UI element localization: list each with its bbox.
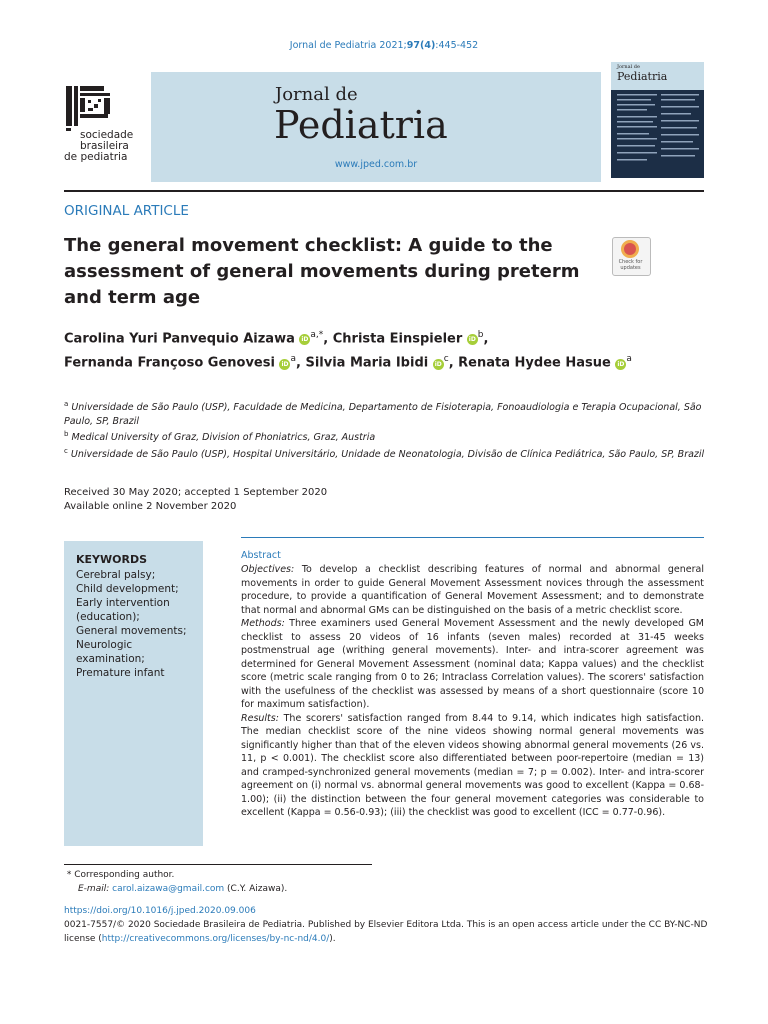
check-updates-icon	[621, 240, 639, 258]
author-separator: ,	[483, 331, 489, 347]
corresponding-line	[64, 869, 287, 883]
orcid-icon[interactable]: iD	[434, 360, 442, 368]
keyword-item: General movements;	[76, 625, 187, 637]
keyword-item: Premature infant	[76, 667, 165, 679]
affiliation-text: Universidade de São Paulo (USP), Faculdade de Medicina, Departamento de Fisioterapia, Fonoaudiologia e Terapia Ocupacional, São Paulo, SP, Brazil	[64, 402, 702, 427]
author-line-2	[64, 349, 714, 373]
orcid-icon[interactable]: iD	[468, 336, 476, 344]
author-affiliation: b	[477, 330, 484, 340]
author-separator: ,	[448, 355, 459, 371]
license-link[interactable]: http://creativecommons.org/licenses/by-nc-nd/4.0/	[101, 933, 330, 944]
cover-contents-icon	[615, 92, 701, 176]
keyword-item: Neurologic examination;	[76, 639, 145, 665]
keyword-item: Early intervention (education);	[76, 597, 170, 623]
affiliation-a	[64, 398, 709, 428]
affiliation-label: a	[64, 400, 69, 408]
abstract-divider	[241, 537, 704, 538]
license-end: ).	[329, 933, 336, 944]
objectives-text: To develop a checklist describing features of normal and abnormal general movements in order to guide General Movement Assessment novices through the assessment procedure, to provide a quantification of General Movement Assessment; and to demonstrate that normal and abnormal GMs can be distinguished on the basis of a metric checklist score.	[241, 564, 704, 616]
author-affiliation: a,*	[310, 330, 324, 340]
article-dates	[64, 486, 327, 514]
affiliation-text: Universidade de São Paulo (USP), Hospital Universitário, Unidade de Neonatologia, Divisão de Clínica Pediátrica, São Paulo, SP, Brazil	[70, 448, 705, 460]
cover-title-small: Jornal de	[617, 64, 640, 70]
author-name[interactable]: Silvia Maria Ibidi	[305, 355, 429, 371]
email-line	[64, 883, 287, 897]
author-name[interactable]: Renata Hydee Hasue	[458, 355, 611, 371]
author-affiliation: c	[443, 354, 449, 365]
online-date: Available online 2 November 2020	[64, 501, 237, 512]
email-suffix: (C.Y. Aizawa).	[227, 883, 288, 894]
affiliation-text: Medical University of Graz, Division of Phoniatrics, Graz, Austria	[71, 432, 376, 444]
society-name-line2: brasileira	[80, 140, 129, 152]
license-statement	[64, 919, 714, 946]
orcid-icon[interactable]: iD	[281, 360, 289, 368]
author-separator: ,	[296, 355, 306, 371]
results-text: The scorers' satisfaction ranged from 8.44 to 9.14, which indicates high satisfaction. The median checklist score of the nine videos showing normal general movements was significantly higher than that of the eleven videos showing abnormal general movements (26 vs. 11, p < 0.001). The checklist score also differentiated between poor-repertoire (median = 13) and cramped-synchronized general movements (median = 7; p = 0.002). Inter- and intra-scorer agreement on (i) normal vs. abnormal general movements was good to excellent (Kappa = 0.68-1.00); (ii) the distinction between the four general movement categories was considerable to excellent (Kappa = 0.56-0.93); (iii) the checklist was good to excellent (ICC = 0.77-0.96).	[241, 712, 704, 818]
author-list	[64, 325, 714, 374]
journal-url-link[interactable]: www.jped.com.br	[334, 159, 418, 170]
doi-link[interactable]: https://doi.org/10.1016/j.jped.2020.09.006	[64, 906, 256, 916]
journal-title-big: Pediatria	[274, 103, 448, 147]
author-name[interactable]: Carolina Yuri Panvequio Aizawa	[64, 331, 295, 347]
keyword-item: Cerebral palsy;	[76, 569, 156, 581]
methods-text: Three examiners used General Movement Assessment and the newly developed GM checklist to assess 20 videos of 16 infants (seven males) recorded at 31-45 weeks postmenstrual age (writhing general movements). Inter- and intra-scorer agreement was determined for General Movement Assessment (nominal data; Kappa values) and the checklist score (metric scale ranging from 0 to 26; Intraclass Correlation values). The scorers' satisfaction with the usefulness of the checklist was assessed by means of a short questionnaire (score 10 for maximum satisfaction).	[241, 618, 704, 710]
author-name[interactable]: Fernanda Françoso Genovesi	[64, 355, 275, 371]
citation-pages: :445-452	[435, 40, 479, 51]
author-affiliation: a	[626, 354, 632, 365]
license-text: 0021-7557/© 2020 Sociedade Brasileira de Pediatria. Published by Elsevier Editora Ltda. This is an open access article under the CC BY-NC-ND license (	[64, 920, 708, 944]
society-name	[64, 130, 133, 163]
society-name-line1: sociedade	[80, 129, 134, 141]
author-line-1	[64, 325, 714, 349]
received-date: Received 30 May 2020; accepted 1 September 2020	[64, 487, 328, 498]
keyword-item: Child development;	[76, 583, 179, 595]
results-label: Results:	[241, 712, 279, 724]
footnote-divider	[64, 864, 372, 865]
society-name-line3: de pediatria	[64, 151, 128, 163]
affiliation-label: c	[64, 446, 68, 455]
citation-journal: Jornal de Pediatria 2021;	[289, 40, 407, 51]
check-updates-label: Check for updates	[618, 259, 643, 271]
author-separator: ,	[323, 331, 333, 347]
methods-label: Methods:	[241, 618, 285, 629]
affiliation-label: b	[64, 430, 69, 439]
corresponding-footnote	[64, 869, 287, 896]
article-type-label: ORIGINAL ARTICLE	[64, 203, 189, 219]
email-label: E-mail:	[78, 883, 110, 894]
cover-title-big: Pediatria	[617, 70, 668, 83]
orcid-icon[interactable]: iD	[301, 336, 309, 344]
author-affiliation: a	[290, 354, 296, 365]
article-title: The general movement checklist: A guide to the assessment of general movements during preterm and term age	[64, 235, 580, 308]
objectives-label: Objectives:	[241, 564, 295, 575]
abstract-heading: Abstract	[241, 550, 281, 561]
keywords-list	[76, 568, 201, 680]
corresponding-text: Corresponding author.	[74, 870, 175, 880]
affiliations	[64, 398, 709, 461]
journal-citation[interactable]	[0, 40, 768, 51]
email-link[interactable]: carol.aizawa@gmail.com	[112, 883, 225, 894]
author-name[interactable]: Christa Einspieler	[332, 331, 463, 347]
abstract-body	[241, 563, 704, 820]
affiliation-c	[64, 445, 709, 462]
journal-title-small: Jornal de	[275, 84, 358, 105]
affiliation-b	[64, 428, 709, 445]
orcid-icon[interactable]: iD	[617, 360, 625, 368]
corresponding-mark: *	[66, 870, 72, 880]
citation-volume: 97(4)	[406, 40, 436, 51]
keywords-heading: KEYWORDS	[76, 553, 148, 566]
